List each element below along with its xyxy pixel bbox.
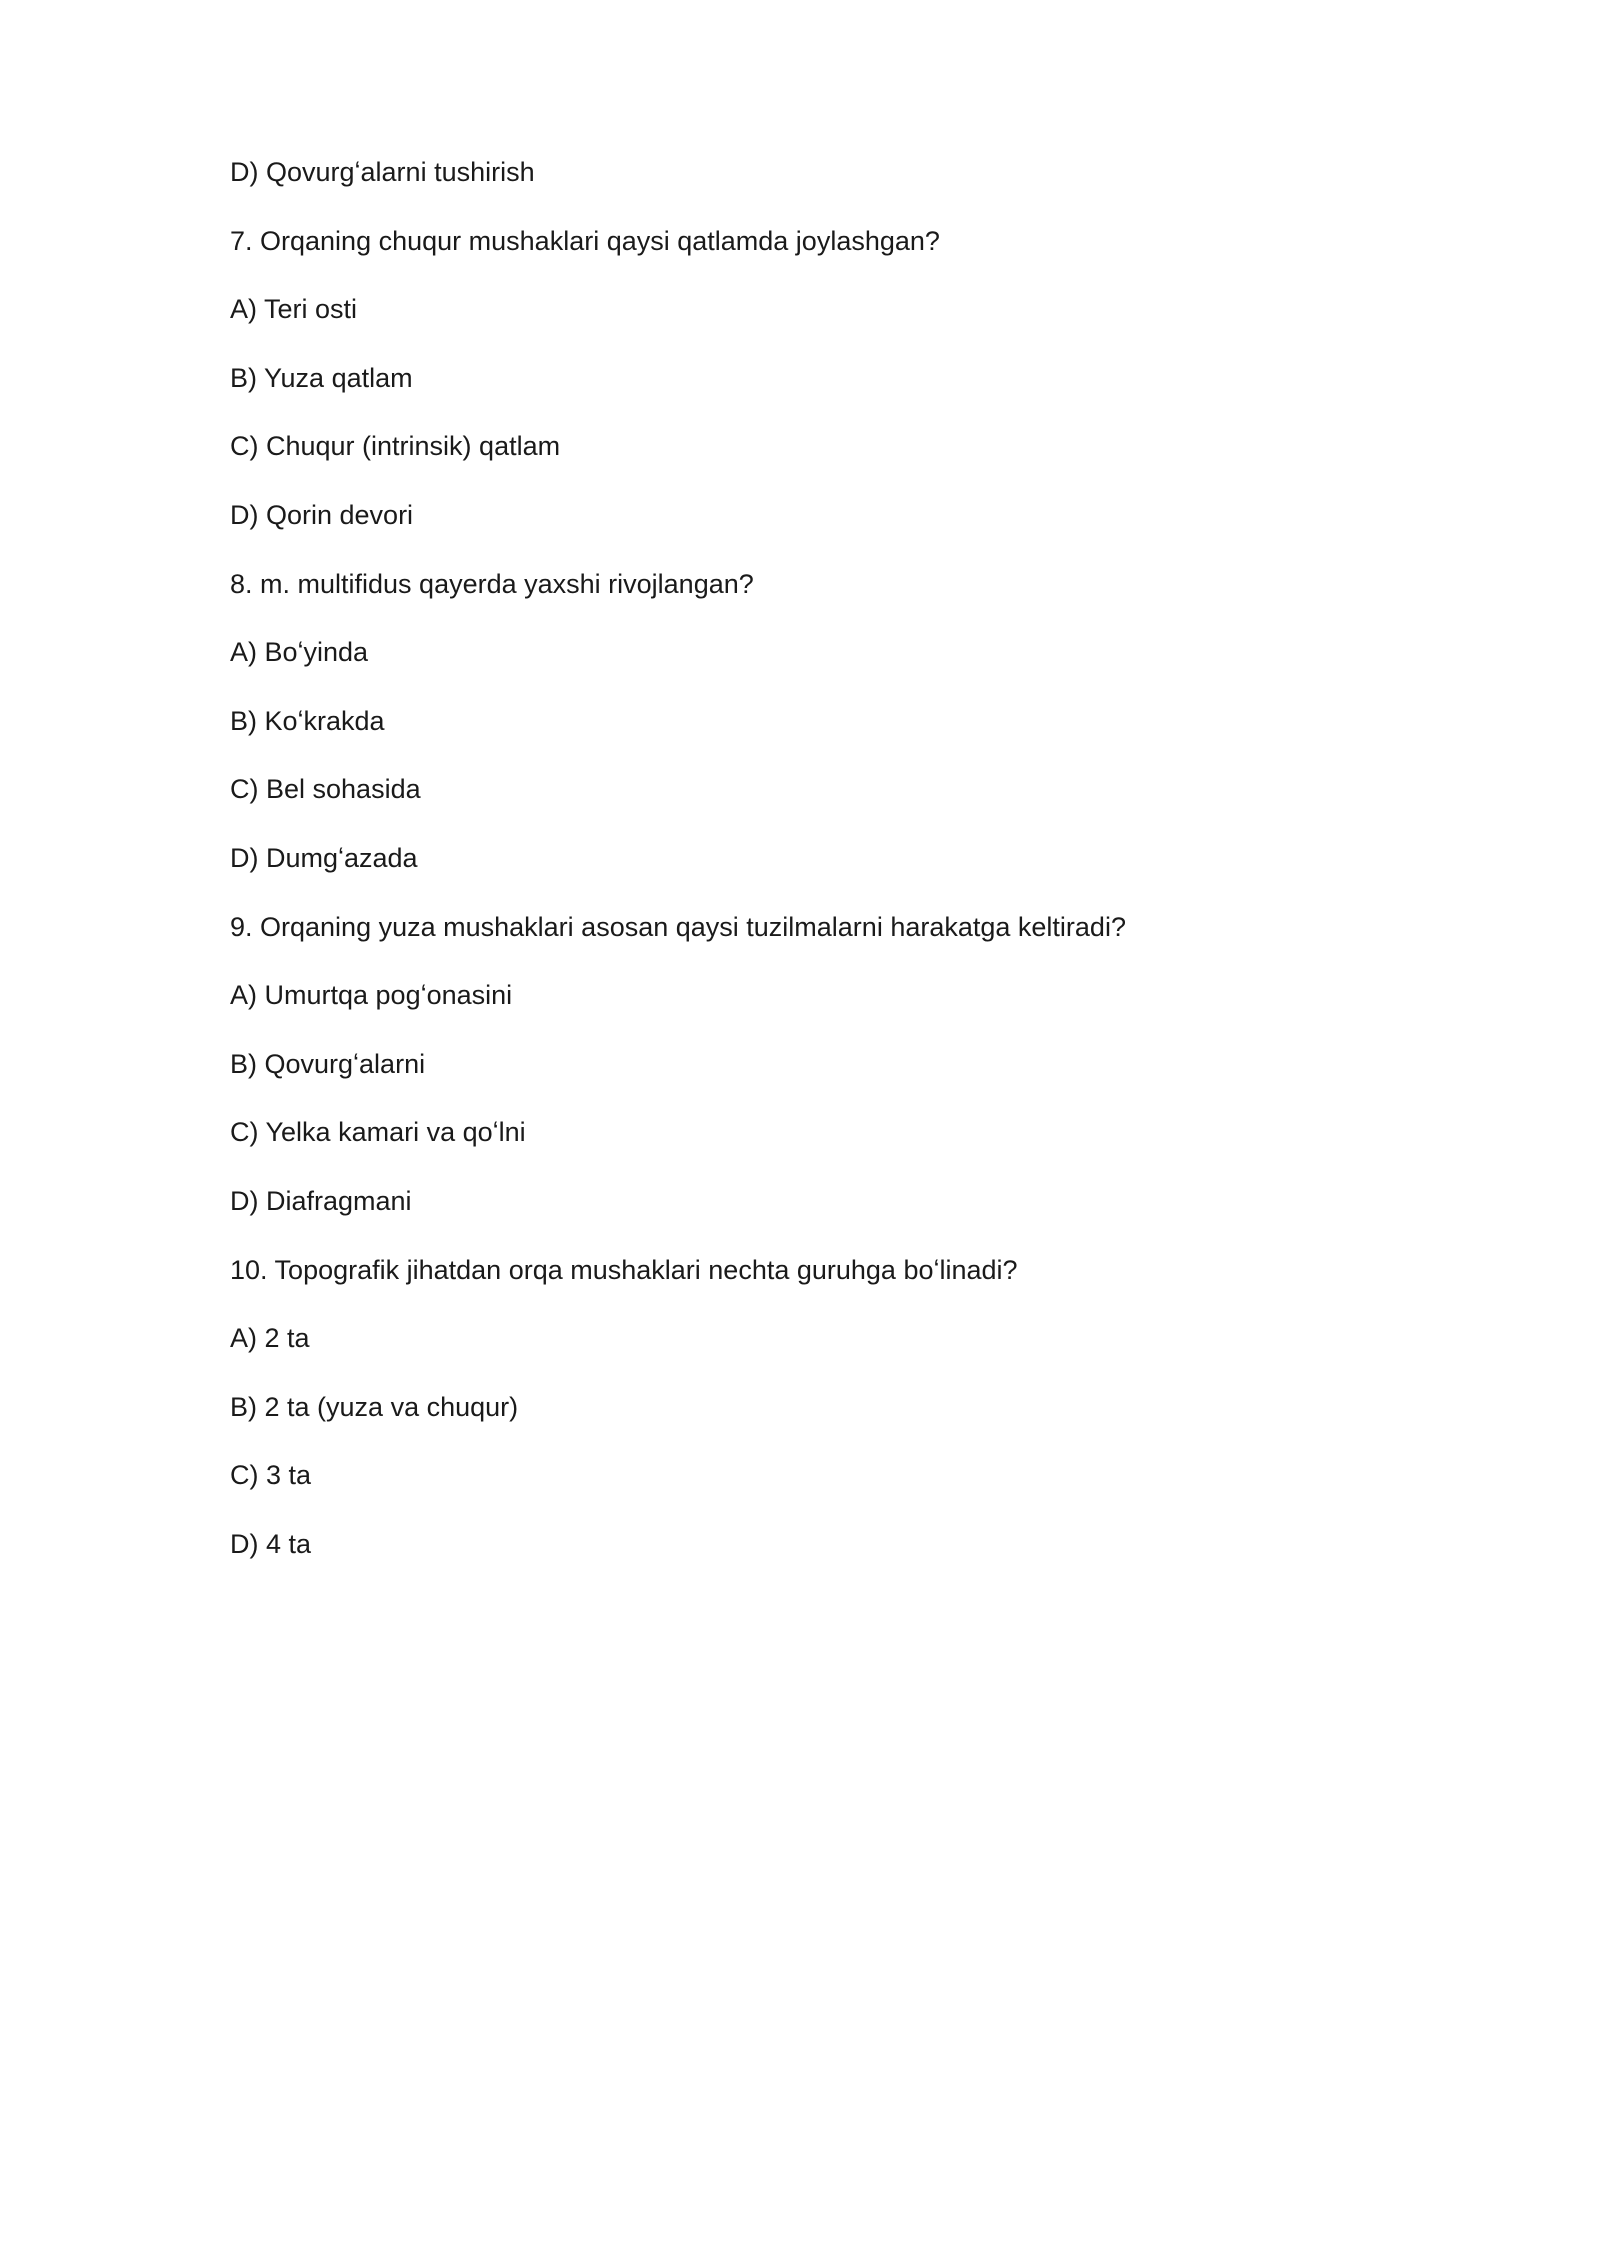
- question-8: 8. m. multifidus qayerda yaxshi rivojlangan?: [230, 568, 754, 599]
- answer-option: C) Chuqur (intrinsik) qatlam: [230, 431, 561, 462]
- answer-option: D) Qorin devori: [230, 499, 414, 530]
- answer-option: B) Qovurgʻalarni: [230, 1048, 426, 1079]
- answer-option: D) 4 ta: [230, 1528, 312, 1559]
- answer-option: C) Bel sohasida: [230, 774, 421, 805]
- question-10: 10. Topografik jihatdan orqa mushaklari nechta guruhga boʻlinadi?: [230, 1254, 1018, 1285]
- question-9: 9. Orqaning yuza mushaklari asosan qaysi tuzilmalarni harakatga keltiradi?: [230, 911, 1126, 942]
- answer-option: C) 3 ta: [230, 1460, 312, 1491]
- answer-option: D) Diafragmani: [230, 1185, 412, 1216]
- answer-option: B) Yuza qatlam: [230, 362, 413, 393]
- question-7: 7. Orqaning chuqur mushaklari qaysi qatlamda joylashgan?: [230, 225, 940, 256]
- answer-option: A) Teri osti: [230, 294, 358, 325]
- answer-option: B) 2 ta (yuza va chuqur): [230, 1391, 519, 1422]
- answer-option: A) Boʻyinda: [230, 637, 369, 668]
- answer-option: A) Umurtqa pogʻonasini: [230, 980, 513, 1011]
- answer-option: D) Dumgʻazada: [230, 842, 418, 873]
- answer-option: B) Koʻkrakda: [230, 705, 385, 736]
- answer-option: A) 2 ta: [230, 1323, 310, 1354]
- document-body: [230, 152, 1430, 1592]
- answer-option: D) Qovurgʻalarni tushirish: [230, 157, 535, 187]
- answer-option: C) Yelka kamari va qoʻlni: [230, 1117, 526, 1148]
